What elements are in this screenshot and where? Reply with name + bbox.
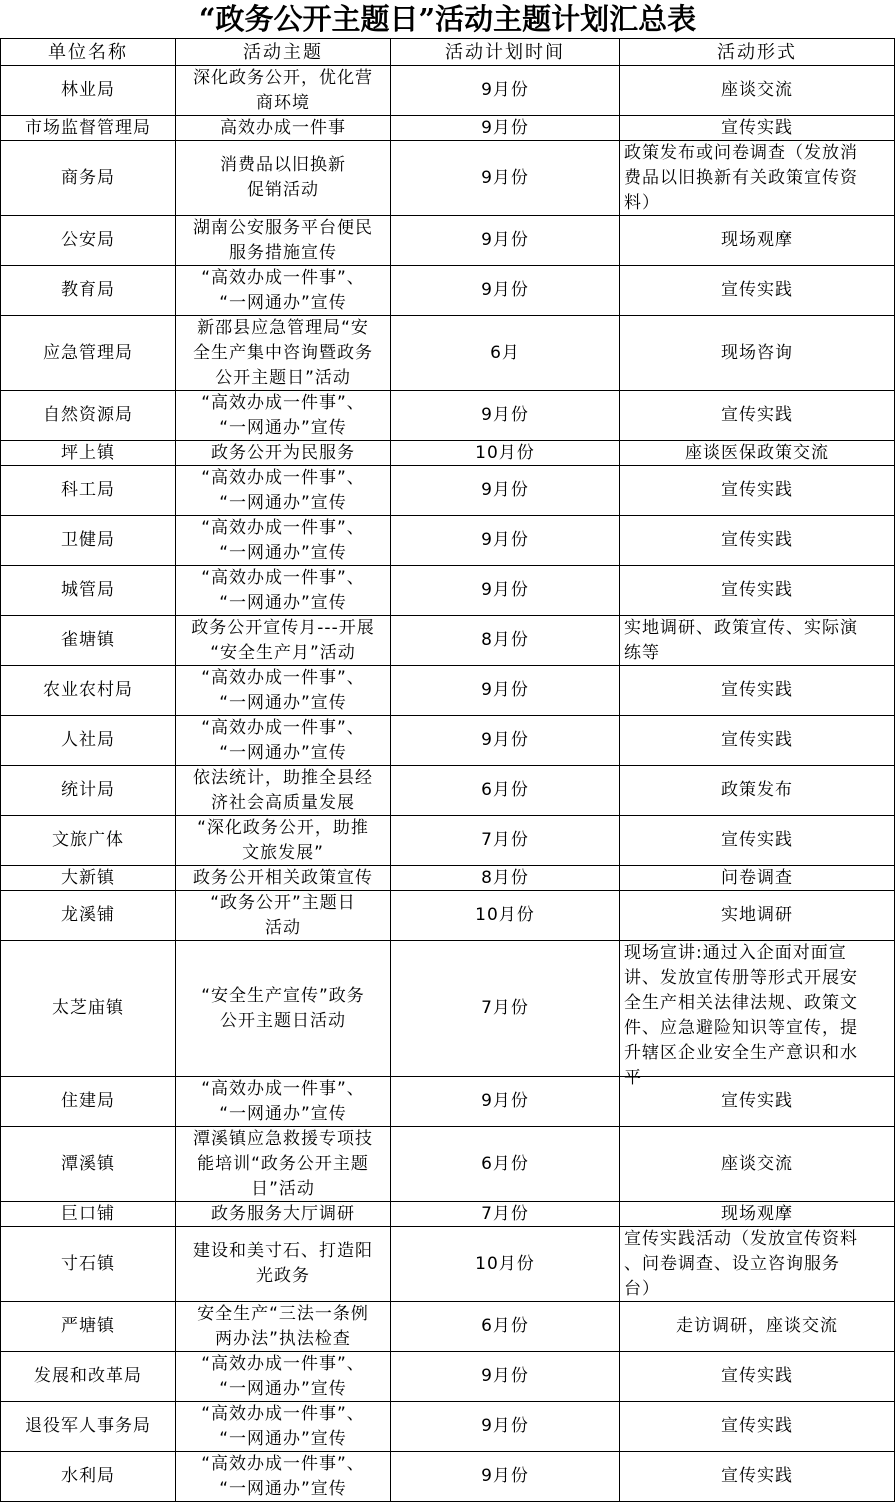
planned-time-cell-text: 9月份 (481, 1366, 529, 1386)
activity-theme-cell (176, 891, 391, 941)
activity-theme-cell-text: “高效办成一件事”、 “一网通办”宣传 (201, 468, 365, 513)
activity-theme-cell (176, 116, 391, 141)
activity-form-cell-text: 现场宣讲:通过入企面对面宣 讲、发放宣传册等形式开展安 全生产相关法律法规、政策文 件、应急避险知识等宣传，提 升辖区企业安全生产意识和水 平 (624, 943, 858, 1088)
table-row (1, 66, 895, 116)
unit-name-cell-text: 水利局 (61, 1466, 115, 1486)
unit-name-cell (1, 66, 176, 116)
planned-time-cell (391, 666, 620, 716)
planned-time-cell-text: 7月份 (481, 1204, 529, 1224)
unit-name-cell-text: 卫健局 (61, 530, 115, 550)
table-row (1, 1077, 895, 1127)
activity-form-cell-text: 座谈交流 (721, 80, 793, 100)
activity-form-cell (620, 616, 895, 666)
activity-theme-cell (176, 1302, 391, 1352)
activity-theme-cell-text: 湖南公安服务平台便民 服务措施宣传 (193, 218, 373, 263)
activity-form-cell (620, 466, 895, 516)
activity-theme-cell-text: “高效办成一件事”、 “一网通办”宣传 (201, 1079, 365, 1124)
planned-time-cell (391, 1452, 620, 1502)
unit-name-cell-text: 农业农村局 (43, 680, 133, 700)
planned-time-cell-text: 7月份 (481, 830, 529, 850)
activity-theme-cell-text: 深化政务公开，优化营 商环境 (193, 68, 373, 113)
table-row (1, 666, 895, 716)
unit-name-cell (1, 266, 176, 316)
activity-theme-cell (176, 1402, 391, 1452)
table-row (1, 616, 895, 666)
planned-time-cell (391, 1227, 620, 1302)
planned-time-cell-text: 9月份 (481, 1466, 529, 1486)
activity-form-cell-text: 实地调研、政策宣传、实际演 练等 (624, 618, 858, 663)
planned-time-cell-text: 9月份 (481, 530, 529, 550)
activity-form-cell-text: 现场观摩 (721, 230, 793, 250)
unit-name-cell (1, 1077, 176, 1127)
planned-time-cell-text: 9月份 (481, 280, 529, 300)
planned-time-cell-text: 10月份 (475, 443, 535, 463)
activity-theme-cell (176, 516, 391, 566)
unit-name-cell-text: 太芝庙镇 (52, 998, 124, 1018)
activity-form-cell (620, 266, 895, 316)
planned-time-cell (391, 816, 620, 866)
activity-form-cell (620, 1302, 895, 1352)
activity-form-cell-text: 宣传实践 (721, 580, 793, 600)
planned-time-cell (391, 66, 620, 116)
header-unit-name: 单位名称 (1, 39, 176, 66)
activity-form-cell-text: 宣传实践 (721, 830, 793, 850)
header-activity-form: 活动形式 (620, 39, 895, 66)
activity-theme-cell-text: “高效办成一件事”、 “一网通办”宣传 (201, 568, 365, 613)
activity-theme-cell (176, 441, 391, 466)
header-activity-theme: 活动主题 (176, 39, 391, 66)
unit-name-cell-text: 城管局 (61, 580, 115, 600)
unit-name-cell (1, 391, 176, 441)
activity-form-cell (620, 716, 895, 766)
activity-theme-cell-text: 高效办成一件事 (220, 118, 346, 138)
unit-name-cell (1, 216, 176, 266)
activity-theme-cell (176, 816, 391, 866)
activity-form-cell-text: 宣传实践 (721, 480, 793, 500)
planned-time-cell-text: 6月份 (481, 1153, 529, 1174)
activity-theme-cell-text: 政务公开为民服务 (211, 443, 355, 463)
planned-time-cell-text: 9月份 (481, 680, 529, 700)
activity-form-cell-text: 宣传实践 (721, 680, 793, 700)
planned-time-cell (391, 441, 620, 466)
planned-time-cell (391, 1202, 620, 1227)
table-row (1, 466, 895, 516)
table-row (1, 391, 895, 441)
activity-theme-cell-text: 政务公开宣传月---开展 “安全生产月”活动 (191, 618, 375, 663)
unit-name-cell (1, 1402, 176, 1452)
table-row (1, 1452, 895, 1502)
table-row (1, 891, 895, 941)
activity-form-cell (620, 391, 895, 441)
unit-name-cell-text: 林业局 (61, 80, 115, 100)
activity-form-cell (620, 766, 895, 816)
unit-name-cell-text: 潭溪镇 (61, 1153, 115, 1174)
table-row (1, 266, 895, 316)
activity-theme-cell-text: “高效办成一件事”、 “一网通办”宣传 (201, 518, 365, 563)
activity-form-cell (620, 1127, 895, 1202)
unit-name-cell (1, 1302, 176, 1352)
unit-name-cell (1, 616, 176, 666)
unit-name-cell (1, 866, 176, 891)
activity-form-cell (620, 216, 895, 266)
activity-theme-cell-text: “高效办成一件事”、 “一网通办”宣传 (201, 1354, 365, 1399)
table-row (1, 1402, 895, 1452)
unit-name-cell (1, 441, 176, 466)
table-row (1, 866, 895, 891)
activity-theme-cell-text: 安全生产“三法一条例 两办法”执法检查 (197, 1304, 369, 1349)
activity-form-cell-text: 宣传实践 (721, 405, 793, 425)
unit-name-cell (1, 716, 176, 766)
unit-name-cell-text: 寸石镇 (61, 1253, 115, 1274)
activity-form-cell (620, 1452, 895, 1502)
unit-name-cell-text: 商务局 (61, 167, 115, 188)
unit-name-cell (1, 1452, 176, 1502)
activity-form-cell (620, 1227, 895, 1302)
planned-time-cell (391, 316, 620, 391)
planned-time-cell (391, 566, 620, 616)
unit-name-cell (1, 466, 176, 516)
planned-time-cell (391, 716, 620, 766)
activity-form-cell-text: 政策发布 (721, 780, 793, 800)
activity-theme-cell-text: “高效办成一件事”、 “一网通办”宣传 (201, 1454, 365, 1499)
unit-name-cell-text: 大新镇 (61, 868, 115, 888)
activity-form-cell-text: 宣传实践 (721, 280, 793, 300)
planned-time-cell (391, 941, 620, 1077)
activity-theme-cell-text: “政务公开”主题日 活动 (210, 893, 356, 938)
table-row (1, 1202, 895, 1227)
table-row (1, 141, 895, 216)
activity-form-cell (620, 116, 895, 141)
activity-form-cell-text: 宣传实践 (721, 730, 793, 750)
activity-theme-cell (176, 566, 391, 616)
activity-theme-cell (176, 766, 391, 816)
activity-theme-cell (176, 466, 391, 516)
planned-time-cell-text: 6月份 (481, 1316, 529, 1336)
activity-theme-cell (176, 941, 391, 1077)
activity-form-cell-text: 宣传实践 (721, 1366, 793, 1386)
activity-form-cell (620, 666, 895, 716)
activity-theme-cell-text: 建设和美寸石、打造阳 光政务 (193, 1241, 373, 1286)
table-row (1, 516, 895, 566)
activity-form-cell (620, 816, 895, 866)
planned-time-cell (391, 616, 620, 666)
activity-form-cell-text: 宣传实践活动（发放宣传资料 、问卷调查、设立咨询服务 台） (624, 1229, 858, 1299)
planned-time-cell (391, 116, 620, 141)
table-title: “政务公开主题日”活动主题计划汇总表 (198, 2, 697, 36)
unit-name-cell (1, 891, 176, 941)
unit-name-cell (1, 566, 176, 616)
activity-theme-cell (176, 1202, 391, 1227)
unit-name-cell-text: 坪上镇 (61, 443, 115, 463)
table-row (1, 941, 895, 1077)
unit-name-cell-text: 龙溪铺 (61, 905, 115, 925)
unit-name-cell-text: 住建局 (61, 1091, 115, 1111)
activity-theme-cell (176, 391, 391, 441)
table-row (1, 116, 895, 141)
activity-theme-cell-text: 依法统计，助推全县经 济社会高质量发展 (193, 768, 373, 813)
planned-time-cell-text: 9月份 (481, 405, 529, 425)
table-row (1, 716, 895, 766)
activity-form-cell (620, 566, 895, 616)
unit-name-cell (1, 141, 176, 216)
unit-name-cell (1, 316, 176, 391)
activity-theme-cell-text: 潭溪镇应急救援专项技 能培训“政务公开主题 日”活动 (193, 1129, 373, 1199)
unit-name-cell-text: 应急管理局 (43, 342, 133, 363)
activity-theme-cell-text: 消费品以旧换新 促销活动 (220, 155, 346, 200)
activity-form-cell (620, 141, 895, 216)
unit-name-cell-text: 巨口铺 (61, 1204, 115, 1224)
planned-time-cell-text: 8月份 (481, 868, 529, 888)
unit-name-cell (1, 516, 176, 566)
unit-name-cell-text: 文旅广体 (52, 830, 124, 850)
activity-theme-cell-text: “高效办成一件事”、 “一网通办”宣传 (201, 668, 365, 713)
activity-form-cell (620, 441, 895, 466)
table-row (1, 1302, 895, 1352)
table-row (1, 216, 895, 266)
activity-theme-cell-text: 新邵县应急管理局“安 全生产集中咨询暨政务 公开主题日”活动 (193, 318, 373, 388)
activity-form-cell-text: 实地调研 (721, 905, 793, 925)
unit-name-cell (1, 766, 176, 816)
unit-name-cell (1, 941, 176, 1077)
planned-time-cell (391, 1302, 620, 1352)
unit-name-cell-text: 人社局 (61, 730, 115, 750)
table-row (1, 766, 895, 816)
activity-theme-cell (176, 1077, 391, 1127)
planned-time-cell (391, 1402, 620, 1452)
planned-time-cell (391, 266, 620, 316)
activity-form-cell (620, 1402, 895, 1452)
unit-name-cell-text: 科工局 (61, 480, 115, 500)
planned-time-cell (391, 1077, 620, 1127)
unit-name-cell (1, 116, 176, 141)
header-row (1, 39, 895, 66)
activity-form-cell (620, 866, 895, 891)
unit-name-cell-text: 发展和改革局 (34, 1366, 142, 1386)
planned-time-cell-text: 9月份 (481, 118, 529, 138)
activity-theme-cell (176, 266, 391, 316)
unit-name-cell (1, 1202, 176, 1227)
planned-time-cell (391, 891, 620, 941)
activity-theme-cell-text: “高效办成一件事”、 “一网通办”宣传 (201, 718, 365, 763)
activity-theme-cell (176, 1127, 391, 1202)
activity-theme-cell (176, 666, 391, 716)
planned-time-cell (391, 1127, 620, 1202)
table-row (1, 1352, 895, 1402)
activity-theme-cell-text: 政务公开相关政策宣传 (193, 868, 373, 888)
activity-form-cell (620, 1077, 895, 1127)
planned-time-cell-text: 10月份 (475, 1253, 535, 1274)
activity-form-cell-text: 座谈交流 (721, 1153, 793, 1174)
activity-theme-cell-text: “高效办成一件事”、 “一网通办”宣传 (201, 393, 365, 438)
activity-form-cell-text: 走访调研，座谈交流 (676, 1316, 838, 1336)
unit-name-cell-text: 雀塘镇 (61, 630, 115, 650)
planned-time-cell-text: 10月份 (475, 905, 535, 925)
activity-form-cell-text: 宣传实践 (721, 118, 793, 138)
activity-theme-cell (176, 66, 391, 116)
activity-form-cell (620, 1352, 895, 1402)
planned-time-cell-text: 9月份 (481, 1091, 529, 1111)
planned-time-cell-text: 7月份 (481, 998, 529, 1018)
unit-name-cell-text: 公安局 (61, 230, 115, 250)
activity-theme-cell (176, 1452, 391, 1502)
activity-theme-cell-text: “安全生产宣传”政务 公开主题日活动 (201, 985, 365, 1031)
planned-time-cell-text: 9月份 (481, 167, 529, 188)
planned-time-cell (391, 216, 620, 266)
activity-theme-cell (176, 1352, 391, 1402)
activity-theme-cell-text: “深化政务公开，助推 文旅发展” (197, 818, 369, 863)
activity-theme-cell (176, 141, 391, 216)
planned-time-cell-text: 9月份 (481, 80, 529, 100)
activity-form-cell-text: 现场咨询 (721, 342, 793, 363)
unit-name-cell (1, 1127, 176, 1202)
planned-time-cell-text: 9月份 (481, 480, 529, 500)
activity-theme-cell (176, 1227, 391, 1302)
planned-time-cell-text: 9月份 (481, 1416, 529, 1436)
unit-name-cell-text: 退役军人事务局 (25, 1416, 151, 1436)
unit-name-cell-text: 市场监督管理局 (25, 118, 151, 138)
activity-form-cell (620, 1202, 895, 1227)
activity-theme-cell (176, 316, 391, 391)
table-row (1, 1227, 895, 1302)
planned-time-cell-text: 6月 (490, 342, 520, 363)
planned-time-cell (391, 466, 620, 516)
table-row (1, 1127, 895, 1202)
header-planned-time: 活动计划时间 (391, 39, 620, 66)
activity-form-cell-text: 问卷调查 (721, 868, 793, 888)
planned-time-cell (391, 391, 620, 441)
table-row (1, 816, 895, 866)
planned-time-cell-text: 9月份 (481, 230, 529, 250)
planned-time-cell-text: 9月份 (481, 580, 529, 600)
unit-name-cell (1, 666, 176, 716)
table-row (1, 316, 895, 391)
plan-summary-table (0, 38, 895, 1502)
unit-name-cell-text: 严塘镇 (61, 1316, 115, 1336)
planned-time-cell-text: 9月份 (481, 730, 529, 750)
activity-form-cell-text: 座谈医保政策交流 (685, 443, 829, 463)
activity-theme-cell (176, 616, 391, 666)
planned-time-cell (391, 516, 620, 566)
activity-form-cell (620, 941, 895, 1088)
activity-theme-cell-text: “高效办成一件事”、 “一网通办”宣传 (201, 268, 365, 313)
activity-form-cell-text: 现场观摩 (721, 1204, 793, 1224)
activity-theme-cell (176, 716, 391, 766)
activity-theme-cell-text: “高效办成一件事”、 “一网通办”宣传 (201, 1404, 365, 1449)
unit-name-cell (1, 1227, 176, 1302)
planned-time-cell (391, 1352, 620, 1402)
activity-form-cell (620, 516, 895, 566)
activity-form-cell (620, 316, 895, 391)
planned-time-cell-text: 8月份 (481, 630, 529, 650)
table-row (1, 566, 895, 616)
planned-time-cell (391, 141, 620, 216)
planned-time-cell-text: 6月份 (481, 780, 529, 800)
unit-name-cell-text: 教育局 (61, 280, 115, 300)
activity-form-cell (620, 891, 895, 941)
activity-form-cell-text: 宣传实践 (721, 1091, 793, 1111)
activity-theme-cell-text: 政务服务大厅调研 (211, 1204, 355, 1224)
activity-form-cell-text: 政策发布或问卷调查（发放消 费品以旧换新有关政策宣传资 料） (624, 143, 858, 213)
unit-name-cell (1, 1352, 176, 1402)
activity-theme-cell (176, 866, 391, 891)
activity-form-cell-text: 宣传实践 (721, 1416, 793, 1436)
unit-name-cell-text: 统计局 (61, 780, 115, 800)
activity-form-cell (620, 66, 895, 116)
table-row (1, 441, 895, 466)
unit-name-cell (1, 816, 176, 866)
activity-form-cell-text: 宣传实践 (721, 530, 793, 550)
activity-theme-cell (176, 216, 391, 266)
unit-name-cell-text: 自然资源局 (43, 405, 133, 425)
planned-time-cell (391, 766, 620, 816)
planned-time-cell (391, 866, 620, 891)
activity-form-cell-text: 宣传实践 (721, 1466, 793, 1486)
